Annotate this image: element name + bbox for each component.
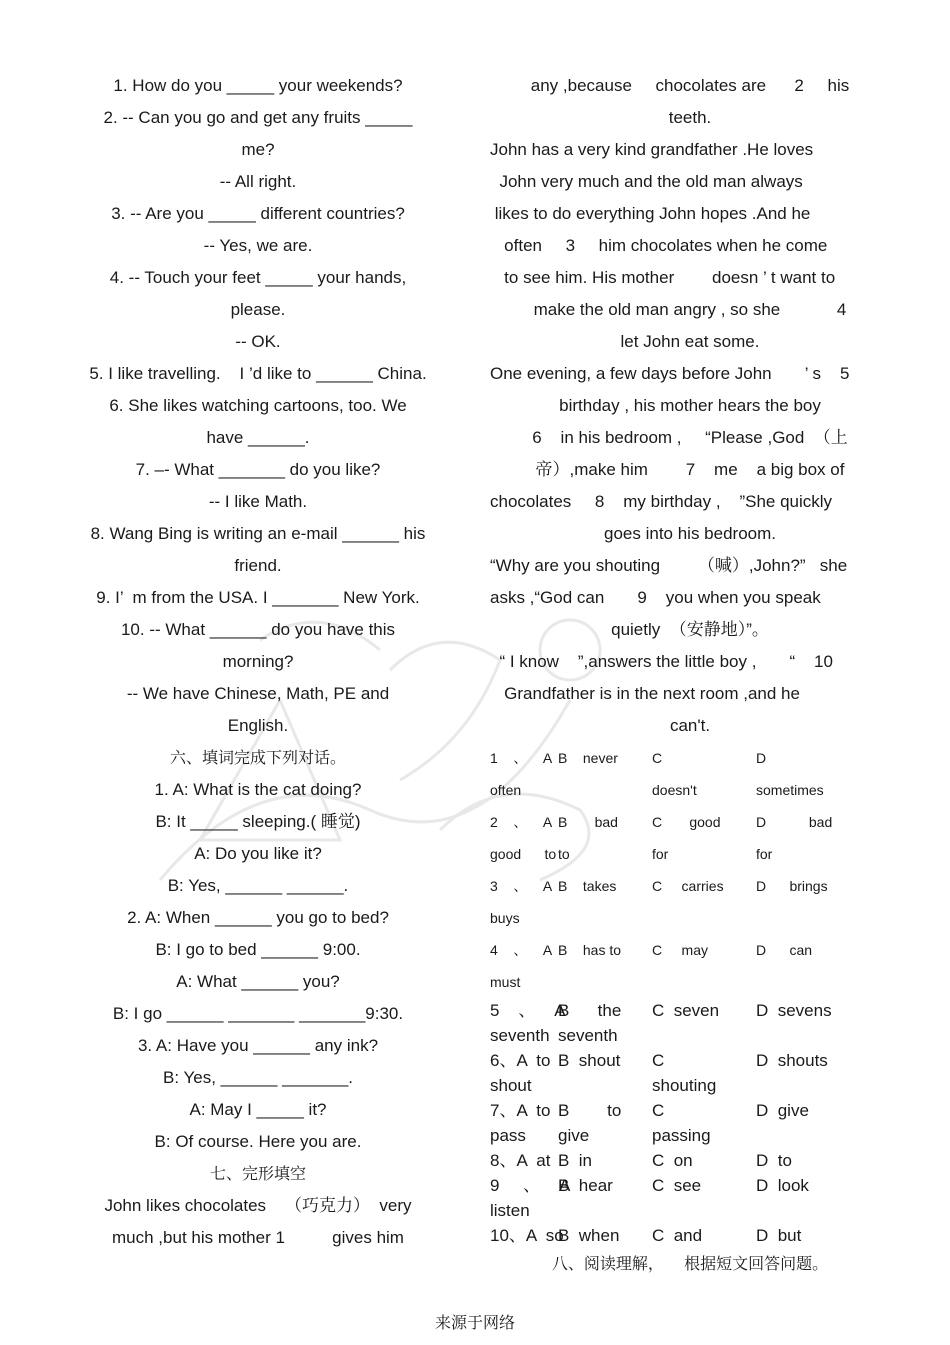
option-row (490, 742, 890, 774)
left-line: 六、填词完成下列对话。 (169, 748, 346, 767)
option-cell: seventh (490, 1026, 550, 1045)
right-line: Grandfather is in the next room ,and he (490, 684, 800, 703)
option-cell: 3 、 A (490, 878, 553, 894)
option-row (490, 1173, 890, 1198)
left-line: 1. How do you _____ your weekends? (113, 76, 403, 95)
option-cell: C (652, 1051, 665, 1070)
option-cell: give (558, 1126, 590, 1145)
right-line: often 3 him chocolates when he come (490, 236, 828, 255)
option-cell: 7、A to (490, 1101, 551, 1120)
option-cell: B to (558, 1101, 622, 1120)
option-cell: 6、A to (490, 1051, 551, 1070)
option-row (490, 1223, 890, 1248)
option-cell: 9 、 A (490, 1176, 571, 1195)
option-row (490, 966, 890, 998)
option-cell: shouting (652, 1076, 717, 1095)
option-cell (756, 1023, 856, 1048)
left-line: A: What ______ you? (176, 972, 340, 991)
left-line: B: Yes, ______ _______. (162, 1068, 353, 1087)
left-line: -- OK. (235, 332, 281, 351)
right-line: likes to do everything John hopes .And he (490, 204, 811, 223)
option-cell: 10、A so (490, 1226, 564, 1245)
right-line: John very much and the old man always (490, 172, 803, 191)
option-cell: B when (558, 1226, 620, 1245)
left-line: 3. -- Are you _____ different countries? (111, 204, 405, 223)
footer-source: 来源于网络 (434, 1313, 515, 1332)
option-cell: D can (756, 942, 813, 958)
left-line: 2. A: When ______ you go to bed? (127, 908, 389, 927)
left-line: -- Yes, we are. (203, 236, 313, 255)
option-row (490, 1048, 890, 1073)
left-line: A: May I _____ it? (189, 1100, 327, 1119)
option-cell: B shout (558, 1051, 621, 1070)
left-line: English. (227, 716, 289, 735)
option-cell: D sevens (756, 1001, 832, 1020)
option-cell: C see (652, 1176, 702, 1195)
left-line: 5. I like travelling. I ’d like to ______ China. (89, 364, 427, 383)
right-line: “Why are you shouting （喊）,John?” she (490, 556, 848, 575)
option-row (490, 1023, 890, 1048)
left-line: 9. I’ m from the USA. I _______ New York. (96, 588, 420, 607)
option-cell (756, 1198, 856, 1223)
option-cell (652, 1023, 756, 1048)
left-line: 2. -- Can you go and get any fruits _____ (103, 108, 413, 127)
right-line: can't. (669, 716, 711, 735)
option-cell: B takes (558, 878, 617, 894)
left-line: B: I go to bed ______ 9:00. (155, 940, 361, 959)
option-row (490, 1123, 890, 1148)
option-cell: C seven (652, 1001, 720, 1020)
option-cell: B never (558, 750, 618, 766)
option-cell: D brings (756, 878, 828, 894)
right-line: any ,because chocolates are 2 his (530, 76, 850, 95)
option-row (490, 1198, 890, 1223)
option-cell (558, 774, 652, 806)
left-line: B: I go ______ _______ _______9:30. (112, 1004, 404, 1023)
left-line: 10. -- What ______ do you have this (120, 620, 396, 639)
option-cell: for (652, 846, 669, 862)
option-cell: for (756, 846, 773, 862)
right-line: quietly （安静地）”。 (611, 620, 769, 639)
option-cell: D to (756, 1151, 792, 1170)
option-cell: passing (652, 1126, 711, 1145)
left-line: 6. She likes watching cartoons, too. We (109, 396, 407, 415)
option-cell: B bad (558, 814, 618, 830)
option-cell: buys (490, 910, 520, 926)
left-line: much ,but his mother 1 gives him (112, 1228, 404, 1247)
option-row (490, 806, 890, 838)
right-line: to see him. His mother doesn ’ t want to (490, 268, 836, 287)
option-cell: pass (490, 1126, 526, 1145)
option-cell: B has to (558, 942, 622, 958)
option-cell: listen (490, 1201, 530, 1220)
option-cell: B hear (558, 1176, 613, 1195)
option-cell: C carries (652, 878, 724, 894)
right-line: John has a very kind grandfather .He loves (490, 140, 814, 159)
left-line: John likes chocolates （巧克力） very (104, 1196, 412, 1215)
right-line: asks ,“God can 9 you when you speak (490, 588, 821, 607)
right-line: “ I know ”,answers the little boy , “ 10 (490, 652, 833, 671)
left-line: me? (241, 140, 275, 159)
option-cell (652, 1198, 756, 1223)
option-cell: sometimes (756, 782, 824, 798)
option-row (490, 1073, 890, 1098)
right-line: One evening, a few days before John ’ s 5 (490, 364, 850, 383)
left-line: -- We have Chinese, Math, PE and (126, 684, 390, 703)
option-cell: C on (652, 1151, 693, 1170)
option-cell: good to (490, 846, 557, 862)
option-cell: 4 、 A (490, 942, 553, 958)
left-line: friend. (234, 556, 282, 575)
option-row (490, 870, 890, 902)
left-line: 8. Wang Bing is writing an e-mail ______ his (90, 524, 426, 543)
left-column (58, 70, 458, 1254)
left-line: B: Of course. Here you are. (154, 1132, 362, 1151)
option-cell: seventh (558, 1026, 618, 1045)
left-line: have ______. (206, 428, 310, 447)
option-cell: shout (490, 1076, 532, 1095)
option-row (490, 1148, 890, 1173)
left-line: B: Yes, ______ ______. (167, 876, 349, 895)
cloze-passage (490, 70, 890, 742)
left-line: -- All right. (219, 172, 297, 191)
option-cell: C may (652, 942, 709, 958)
option-cell (558, 1198, 652, 1223)
option-cell: C good (652, 814, 721, 830)
option-cell (558, 966, 652, 998)
option-row (490, 934, 890, 966)
option-cell: 2 、 A (490, 814, 553, 830)
option-cell: doesn't (652, 782, 697, 798)
option-cell (756, 902, 856, 934)
option-cell: 1 、 A (490, 750, 553, 766)
option-row (490, 774, 890, 806)
left-line: B: It _____ sleeping.( 睡觉) (155, 812, 361, 831)
cloze-options-part2 (490, 998, 890, 1248)
option-cell: C and (652, 1226, 703, 1245)
option-cell: must (490, 974, 521, 990)
option-cell: D give (756, 1101, 809, 1120)
option-cell (558, 902, 652, 934)
option-cell: B the (558, 1001, 622, 1020)
option-cell: D look (756, 1176, 809, 1195)
option-row (490, 838, 890, 870)
right-line: chocolates 8 my birthday , ”She quickly (490, 492, 833, 511)
left-line: please. (230, 300, 286, 319)
right-column (490, 70, 890, 1280)
left-line: 4. -- Touch your feet _____ your hands, (109, 268, 407, 287)
right-line: goes into his bedroom. (604, 524, 776, 543)
option-row (490, 1098, 890, 1123)
option-cell: C (652, 1101, 665, 1120)
left-line: 7. –- What _______ do you like? (135, 460, 381, 479)
option-cell: C (652, 750, 663, 766)
right-line: 6 in his bedroom , “Please ,God （上 (532, 428, 848, 447)
option-cell: often (490, 782, 522, 798)
option-cell (756, 1073, 856, 1098)
option-cell: D shouts (756, 1051, 828, 1070)
right-line: birthday , his mother hears the boy (559, 396, 821, 415)
option-cell: B in (558, 1151, 593, 1170)
option-cell: D (756, 750, 767, 766)
option-row (490, 902, 890, 934)
right-line: make the old man angry , so she 4 (533, 300, 847, 319)
cloze-options-part1 (490, 742, 890, 998)
left-line: 七、完形填空 (209, 1164, 306, 1183)
option-cell: D but (756, 1226, 802, 1245)
option-cell: 8、A at (490, 1151, 551, 1170)
option-cell (652, 902, 756, 934)
option-cell (652, 966, 756, 998)
left-line: morning? (222, 652, 294, 671)
right-line: 帝）,make him 7 me a big box of (535, 460, 845, 479)
right-line: let John eat some. (620, 332, 760, 351)
section-8-title: 八、阅读理解， 根据短文回答问题。 (551, 1254, 829, 1273)
option-cell (756, 966, 856, 998)
left-line: 1. A: What is the cat doing? (154, 780, 362, 799)
option-cell: to (558, 846, 570, 862)
left-line: A: Do you like it? (194, 844, 322, 863)
option-cell (558, 1073, 652, 1098)
option-cell: 5 、 A (490, 1001, 566, 1020)
option-cell: D bad (756, 814, 833, 830)
left-line: -- I like Math. (208, 492, 308, 511)
left-line: 3. A: Have you ______ any ink? (137, 1036, 379, 1055)
option-cell (756, 1123, 856, 1148)
right-line: teeth. (668, 108, 712, 127)
option-row (490, 998, 890, 1023)
